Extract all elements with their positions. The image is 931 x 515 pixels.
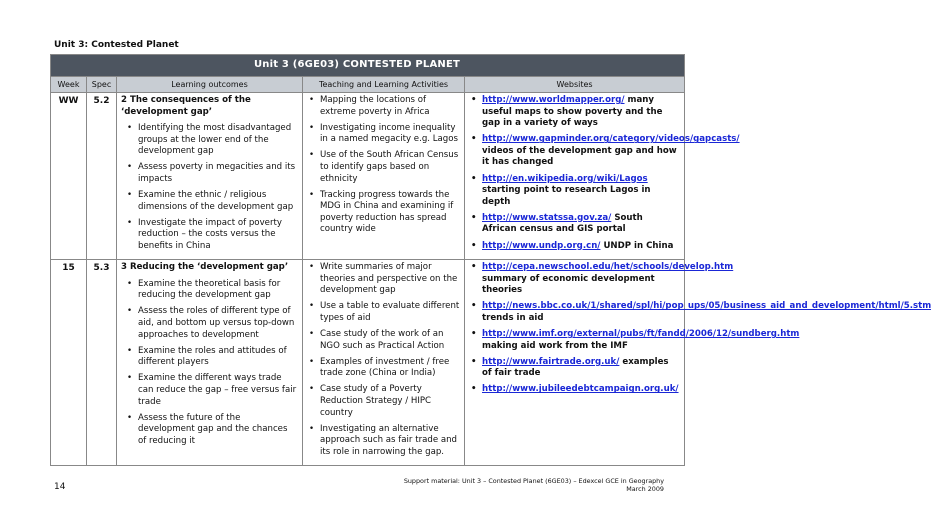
spec-cell: 5.3 — [87, 260, 117, 466]
table-row — [51, 260, 685, 466]
website-description: trends in aid — [482, 313, 544, 323]
website-description: summary of economic development theories — [482, 273, 655, 296]
activity-item: • Mapping the locations of extreme poverty in Africa — [307, 95, 460, 118]
activity-item: • Case study of a Poverty Reduction Strategy / HIPC country — [307, 384, 460, 419]
website-link[interactable]: http://www.fairtrade.org.uk/ — [482, 356, 620, 367]
website-item — [469, 384, 680, 396]
learning-outcomes-cell — [117, 260, 303, 466]
website-item — [469, 134, 740, 169]
activity-item: • Investigating income inequality in a named megacity e.g. Lagos — [307, 123, 460, 146]
topic-heading: 2 The consequences of the ‘development gap’ — [121, 95, 251, 117]
page-footer — [404, 477, 664, 493]
website-item — [469, 174, 680, 209]
activity-item: • Write summaries of major theories and perspective on the development gap — [307, 262, 460, 297]
website-link[interactable]: http://news.bbc.co.uk/1/shared/spl/hi/pop_ups/05/business_aid_and_development/html/5.stm — [482, 301, 931, 312]
column-header-spec: Spec — [87, 77, 117, 93]
activity-item: • Use a table to evaluate different types of aid — [307, 301, 460, 324]
website-link[interactable]: http://www.gapminder.org/category/videos/gapcasts/ — [482, 134, 740, 145]
website-link[interactable]: http://en.wikipedia.org/wiki/Lagos — [482, 173, 648, 184]
scheme-of-work-table — [50, 54, 931, 463]
spec-cell: 5.2 — [87, 93, 117, 260]
website-item — [469, 213, 680, 236]
website-link[interactable]: http://www.worldmapper.org/ — [482, 95, 625, 105]
activity-item: • Use of the South African Census to identify gaps based on ethnicity — [307, 150, 460, 185]
activities-list — [307, 262, 460, 458]
outcome-item: • Assess the roles of different type of aid, and bottom up versus top-down approaches to development — [125, 306, 298, 341]
activities-cell — [303, 93, 465, 260]
website-description: South African census and GIS portal — [482, 212, 643, 235]
activity-item: • Case study of the work of an NGO such as Practical Action — [307, 329, 460, 352]
outcomes-list — [121, 279, 298, 448]
column-header-learning-outcomes: Learning outcomes — [117, 77, 303, 93]
outcome-item: • Assess poverty in megacities and its impacts — [125, 162, 298, 185]
website-description: videos of the development gap and how it has changed — [482, 145, 677, 168]
unit-label: Unit 3: Contested Planet — [54, 40, 179, 50]
website-link[interactable]: http://www.undp.org.cn/ — [482, 240, 601, 251]
outcome-item: • Examine the different ways trade can reduce the gap – free versus fair trade — [125, 373, 298, 408]
websites-list — [469, 262, 931, 396]
week-cell: 15 — [51, 260, 87, 466]
website-item — [469, 262, 734, 297]
website-item — [469, 241, 680, 253]
outcome-item: • Examine the ethnic / religious dimensions of the development gap — [125, 190, 298, 213]
website-link[interactable]: http://www.statssa.gov.za/ — [482, 212, 612, 223]
outcome-item: • Assess the future of the development gap and the chances of reducing it — [125, 413, 298, 448]
website-description: making aid work from the IMF — [482, 340, 628, 351]
week-cell: WW — [51, 93, 87, 260]
website-item — [469, 329, 800, 352]
outcomes-list — [121, 123, 298, 252]
website-link[interactable]: http://cepa.newschool.edu/het/schools/develop.htm — [482, 262, 734, 273]
outcome-item: • Investigate the impact of poverty reduction – the costs versus the benefits in China — [125, 218, 298, 253]
page-number: 14 — [54, 482, 66, 492]
website-item — [469, 357, 680, 380]
table-row — [51, 93, 685, 260]
activity-item: • Tracking progress towards the MDG in China and examining if poverty reduction has spread country wide — [307, 190, 460, 236]
column-header-websites: Websites — [465, 77, 685, 93]
websites-cell — [465, 93, 740, 260]
activity-item: • Examples of investment / free trade zone (China or India) — [307, 357, 460, 380]
table-title: Unit 3 (6GE03) CONTESTED PLANET — [51, 55, 685, 77]
websites-list — [469, 95, 740, 252]
activities-list — [307, 95, 460, 236]
outcome-item: • Identifying the most disadvantaged groups at the lower end of the development gap — [125, 123, 298, 158]
learning-outcomes-cell — [117, 93, 303, 260]
activities-cell — [303, 260, 465, 466]
website-description: examples of fair trade — [482, 356, 669, 379]
topic-heading: 3 Reducing the ‘development gap’ — [121, 262, 289, 273]
column-header-activities: Teaching and Learning Activities — [303, 77, 465, 93]
outcome-item: • Examine the theoretical basis for reducing the development gap — [125, 279, 298, 302]
activity-item: • Investigating an alternative approach such as fair trade and its role in narrowing the gap. — [307, 424, 460, 459]
footer-line-1: Support material: Unit 3 – Contested Planet (6GE03) – Edexcel GCE in Geography — [403, 477, 664, 485]
outcome-item: • Examine the roles and attitudes of different players — [125, 346, 298, 369]
website-description: UNDP in China — [600, 240, 674, 251]
column-header-row — [51, 77, 685, 93]
website-description: many useful maps to show poverty and the gap in a variety of ways — [482, 95, 663, 129]
website-link[interactable]: http://www.imf.org/external/pubs/ft/fandd/2006/12/sundberg.htm — [482, 329, 800, 340]
footer-line-2: March 2009 — [626, 485, 664, 493]
website-description: starting point to research Lagos in depth — [482, 185, 651, 207]
website-item — [469, 301, 931, 324]
column-header-week: Week — [51, 77, 87, 93]
websites-cell — [465, 260, 931, 466]
website-item — [469, 95, 680, 130]
website-link[interactable]: http://www.jubileedebtcampaign.org.uk/ — [482, 384, 679, 395]
